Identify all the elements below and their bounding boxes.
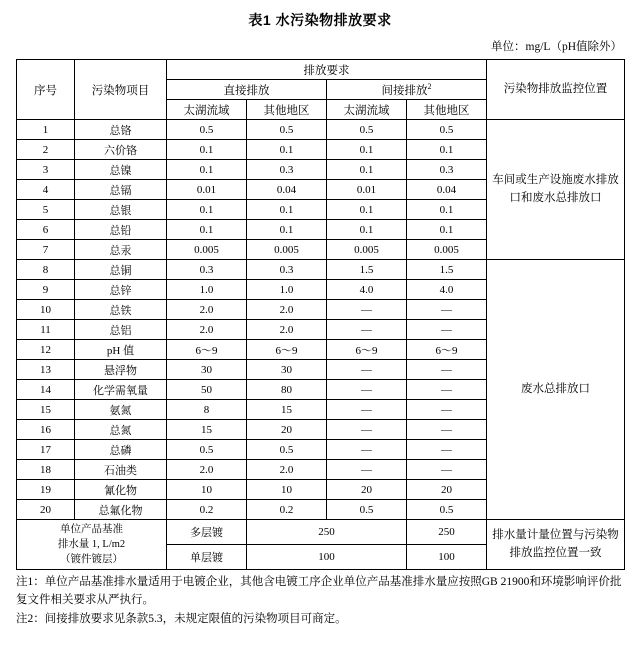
note-2: 注2：间接排放要求见条款5.3，未规定限值的污染物项目可商定。 <box>16 612 347 625</box>
row-indirect-other: — <box>407 380 487 400</box>
row-indirect-other: 0.1 <box>407 200 487 220</box>
row-indirect-taihu: 4.0 <box>327 280 407 300</box>
row-no: 5 <box>17 200 75 220</box>
row-item: 总铬 <box>75 120 167 140</box>
row-direct-other: 20 <box>247 420 327 440</box>
water-row-type: 多层镀 <box>167 520 247 545</box>
row-no: 20 <box>17 500 75 520</box>
row-indirect-taihu: — <box>327 300 407 320</box>
row-indirect-other: 0.3 <box>407 160 487 180</box>
row-direct-other: 1.0 <box>247 280 327 300</box>
row-direct-taihu: 0.005 <box>167 240 247 260</box>
row-indirect-other: — <box>407 400 487 420</box>
row-indirect-other: 6～9 <box>407 340 487 360</box>
row-direct-taihu: 0.1 <box>167 160 247 180</box>
header-col-no: 序号 <box>17 60 75 120</box>
row-item: 总银 <box>75 200 167 220</box>
water-benchmark-line1: 单位产品基准 <box>60 523 123 535</box>
row-direct-other: 0.1 <box>247 200 327 220</box>
row-indirect-taihu: 0.1 <box>327 220 407 240</box>
row-direct-taihu: 0.01 <box>167 180 247 200</box>
header-direct-taihu: 太湖流域 <box>167 100 247 120</box>
row-indirect-taihu: 1.5 <box>327 260 407 280</box>
row-indirect-taihu: 20 <box>327 480 407 500</box>
row-indirect-other: — <box>407 360 487 380</box>
row-no: 3 <box>17 160 75 180</box>
row-indirect-other: 4.0 <box>407 280 487 300</box>
row-no: 6 <box>17 220 75 240</box>
row-item: pH 值 <box>75 340 167 360</box>
row-item: 总镍 <box>75 160 167 180</box>
row-direct-other: 0.3 <box>247 160 327 180</box>
row-direct-taihu: 0.1 <box>167 200 247 220</box>
row-item: 总汞 <box>75 240 167 260</box>
row-indirect-other: 20 <box>407 480 487 500</box>
table-row-water-multi <box>17 520 625 545</box>
row-direct-other: 80 <box>247 380 327 400</box>
row-item: 总镉 <box>75 180 167 200</box>
row-direct-taihu: 2.0 <box>167 460 247 480</box>
row-indirect-other: — <box>407 460 487 480</box>
row-direct-taihu: 50 <box>167 380 247 400</box>
row-direct-taihu: 0.2 <box>167 500 247 520</box>
unit-note: 单位：mg/L（pH值除外） <box>491 41 622 53</box>
row-direct-other: 0.005 <box>247 240 327 260</box>
row-item: 总磷 <box>75 440 167 460</box>
row-direct-other: 0.5 <box>247 120 327 140</box>
pollutant-discharge-table <box>16 59 625 570</box>
row-no: 8 <box>17 260 75 280</box>
row-item: 总氮 <box>75 420 167 440</box>
header-indirect <box>327 80 487 100</box>
row-indirect-other: 1.5 <box>407 260 487 280</box>
row-indirect-taihu: — <box>327 460 407 480</box>
row-indirect-taihu: 0.5 <box>327 120 407 140</box>
row-direct-other: 0.1 <box>247 220 327 240</box>
row-direct-other: 0.2 <box>247 500 327 520</box>
row-direct-other: 0.3 <box>247 260 327 280</box>
row-direct-taihu: 0.3 <box>167 260 247 280</box>
row-indirect-taihu: 0.5 <box>327 500 407 520</box>
row-indirect-taihu: — <box>327 380 407 400</box>
row-indirect-taihu: 0.1 <box>327 200 407 220</box>
row-indirect-taihu: 0.01 <box>327 180 407 200</box>
row-no: 13 <box>17 360 75 380</box>
water-benchmark-line2: 排水量 1, L/m2 <box>57 538 126 550</box>
row-no: 16 <box>17 420 75 440</box>
row-indirect-other: 0.1 <box>407 140 487 160</box>
row-direct-taihu: 10 <box>167 480 247 500</box>
row-direct-taihu: 0.1 <box>167 220 247 240</box>
row-item: 悬浮物 <box>75 360 167 380</box>
row-item: 总锌 <box>75 280 167 300</box>
row-indirect-other: 0.5 <box>407 120 487 140</box>
header-direct-other: 其他地区 <box>247 100 327 120</box>
header-indirect-taihu: 太湖流域 <box>327 100 407 120</box>
row-direct-taihu: 0.1 <box>167 140 247 160</box>
row-item: 总铁 <box>75 300 167 320</box>
row-no: 10 <box>17 300 75 320</box>
header-indirect-label: 间接排放 <box>381 84 428 97</box>
header-group-discharge: 排放要求 <box>167 60 487 80</box>
water-row-indirect: 250 <box>407 520 487 545</box>
table-header-row <box>17 60 625 80</box>
row-item: 总铅 <box>75 220 167 240</box>
row-direct-other: 2.0 <box>247 300 327 320</box>
row-item: 石油类 <box>75 460 167 480</box>
row-indirect-other: 0.5 <box>407 500 487 520</box>
row-indirect-other: — <box>407 320 487 340</box>
row-no: 9 <box>17 280 75 300</box>
row-direct-taihu: 0.5 <box>167 440 247 460</box>
row-indirect-other: — <box>407 440 487 460</box>
table-row <box>17 260 625 280</box>
row-direct-other: 6～9 <box>247 340 327 360</box>
row-item: 化学需氧量 <box>75 380 167 400</box>
monitor-group-2: 废水总排放口 <box>487 260 625 520</box>
row-no: 2 <box>17 140 75 160</box>
water-benchmark-line3: （镀件镀层） <box>60 554 123 566</box>
header-indirect-other: 其他地区 <box>407 100 487 120</box>
row-direct-other: 0.5 <box>247 440 327 460</box>
row-indirect-taihu: 0.005 <box>327 240 407 260</box>
row-direct-other: 0.04 <box>247 180 327 200</box>
row-no: 1 <box>17 120 75 140</box>
row-no: 4 <box>17 180 75 200</box>
row-indirect-taihu: 6～9 <box>327 340 407 360</box>
row-direct-other: 15 <box>247 400 327 420</box>
monitor-group-3: 排水量计量位置与污染物排放监控位置一致 <box>487 520 625 570</box>
water-row-direct: 100 <box>247 545 407 570</box>
row-direct-other: 30 <box>247 360 327 380</box>
row-no: 19 <box>17 480 75 500</box>
row-item: 氨氮 <box>75 400 167 420</box>
row-item: 总铝 <box>75 320 167 340</box>
row-direct-taihu: 8 <box>167 400 247 420</box>
water-benchmark-label <box>17 520 167 570</box>
header-indirect-sup: 2 <box>427 81 432 91</box>
row-indirect-taihu: — <box>327 320 407 340</box>
table-row <box>17 120 625 140</box>
monitor-group-1: 车间或生产设施废水排放口和废水总排放口 <box>487 120 625 260</box>
page-title: 表1 水污染物排放要求 <box>248 12 392 28</box>
header-col-item: 污染物项目 <box>75 60 167 120</box>
row-indirect-taihu: — <box>327 440 407 460</box>
row-direct-taihu: 1.0 <box>167 280 247 300</box>
row-indirect-taihu: — <box>327 420 407 440</box>
table-notes <box>16 574 624 628</box>
row-no: 12 <box>17 340 75 360</box>
row-item: 六价铬 <box>75 140 167 160</box>
row-indirect-other: 0.04 <box>407 180 487 200</box>
row-indirect-other: 0.1 <box>407 220 487 240</box>
water-row-direct: 250 <box>247 520 407 545</box>
row-direct-taihu: 2.0 <box>167 300 247 320</box>
row-direct-taihu: 15 <box>167 420 247 440</box>
row-direct-other: 10 <box>247 480 327 500</box>
row-no: 17 <box>17 440 75 460</box>
row-direct-taihu: 0.5 <box>167 120 247 140</box>
row-direct-taihu: 6～9 <box>167 340 247 360</box>
row-direct-taihu: 2.0 <box>167 320 247 340</box>
row-direct-taihu: 30 <box>167 360 247 380</box>
note-1: 注1：单位产品基准排水量适用于电镀企业，其他含电镀工序企业单位产品基准排水量应按照GB 21900和环境影响评价批复文件相关要求从严执行。 <box>16 576 622 606</box>
row-indirect-taihu: 0.1 <box>327 160 407 180</box>
header-col-monitor: 污染物排放监控位置 <box>487 60 625 120</box>
row-no: 18 <box>17 460 75 480</box>
row-direct-other: 2.0 <box>247 460 327 480</box>
row-no: 11 <box>17 320 75 340</box>
row-item: 总氟化物 <box>75 500 167 520</box>
water-row-type: 单层镀 <box>167 545 247 570</box>
row-indirect-taihu: 0.1 <box>327 140 407 160</box>
header-direct: 直接排放 <box>167 80 327 100</box>
water-row-indirect: 100 <box>407 545 487 570</box>
row-no: 7 <box>17 240 75 260</box>
row-no: 15 <box>17 400 75 420</box>
row-item: 氰化物 <box>75 480 167 500</box>
row-indirect-taihu: — <box>327 360 407 380</box>
row-indirect-other: — <box>407 300 487 320</box>
row-indirect-other: 0.005 <box>407 240 487 260</box>
row-item: 总铜 <box>75 260 167 280</box>
row-no: 14 <box>17 380 75 400</box>
row-indirect-taihu: — <box>327 400 407 420</box>
row-indirect-other: — <box>407 420 487 440</box>
row-direct-other: 0.1 <box>247 140 327 160</box>
row-direct-other: 2.0 <box>247 320 327 340</box>
